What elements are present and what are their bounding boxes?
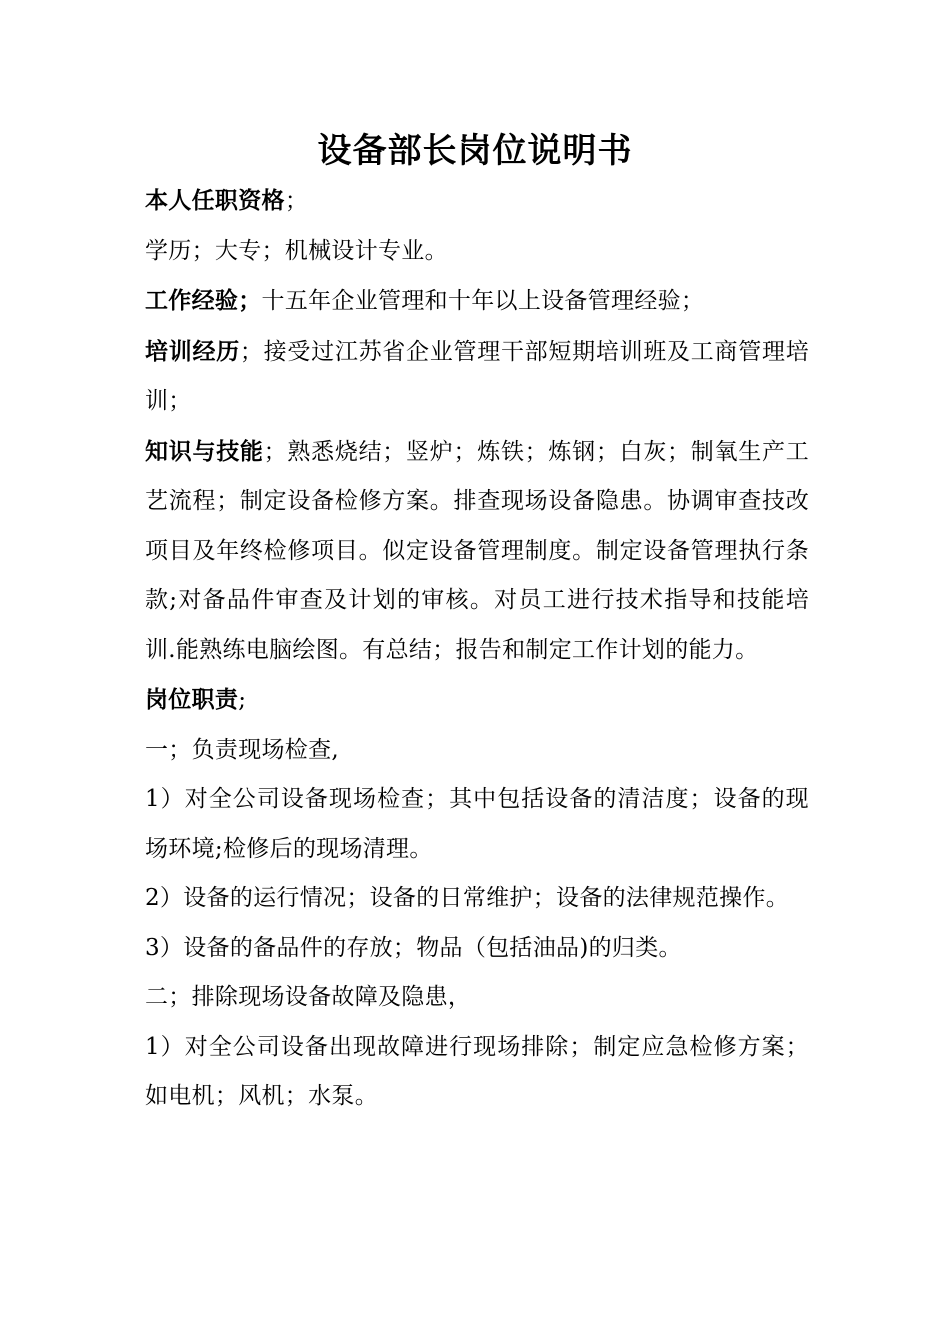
- qualification-heading: [145, 176, 809, 227]
- work-experience-label: 工作经验: [145, 287, 239, 314]
- work-experience-text: 十五年企业管理和十年以上设备管理经验；: [261, 288, 705, 314]
- document-body: [145, 176, 809, 1122]
- section2-heading: 二；排除现场设备故障及隐患，: [145, 984, 472, 1010]
- document-title: 设备部长岗位说明书: [317, 131, 633, 171]
- section1-item3: 3）设备的备品件的存放；物品（包括油品)的归类。: [145, 934, 682, 961]
- qualification-punct: ；: [284, 188, 309, 214]
- work-experience-paragraph: [145, 276, 809, 327]
- duties-punct: ;: [238, 687, 247, 713]
- skills-label: 知识与技能: [145, 437, 264, 465]
- education-paragraph: 学历；大专；机械设计专业。: [145, 237, 448, 264]
- section2-item1: 1）对全公司设备出现故障进行现场排除；制定应急检修方案；如电机；风机；水泵。: [145, 1033, 809, 1109]
- skills-paragraph: [145, 427, 809, 676]
- section1-item1: 1）对全公司设备现场检查；其中包括设备的清洁度；设备的现场环境;检修后的现场清理。: [145, 786, 809, 862]
- skills-text: ；熟悉烧结；竖炉；炼铁；炼钢；白灰；制氧生产工艺流程；制定设备检修方案。排查现场设备隐患。协调审查技改项目及年终检修项目。似定设备管理制度。制定设备管理执行条款;对备品件审查及计划的审核。对员工进行技术指导和技能培训.能熟练电脑绘图。有总结；报告和制定工作计划的能力。: [145, 438, 810, 663]
- duties-heading: [145, 675, 809, 726]
- section1-item2: 2）设备的运行情况；设备的日常维护；设备的法律规范操作。: [145, 885, 790, 911]
- training-paragraph: [145, 327, 809, 427]
- training-label: 培训经历: [145, 337, 240, 365]
- section1-heading: 一；负责现场检查,: [145, 736, 340, 763]
- work-experience-punct: ；: [238, 287, 262, 314]
- training-text: ；接受过江苏省企业管理干部短期培训班及工商管理培训；: [145, 338, 809, 414]
- duties-label: 岗位职责: [145, 686, 239, 713]
- qualification-label: 本人任职资格: [145, 187, 285, 214]
